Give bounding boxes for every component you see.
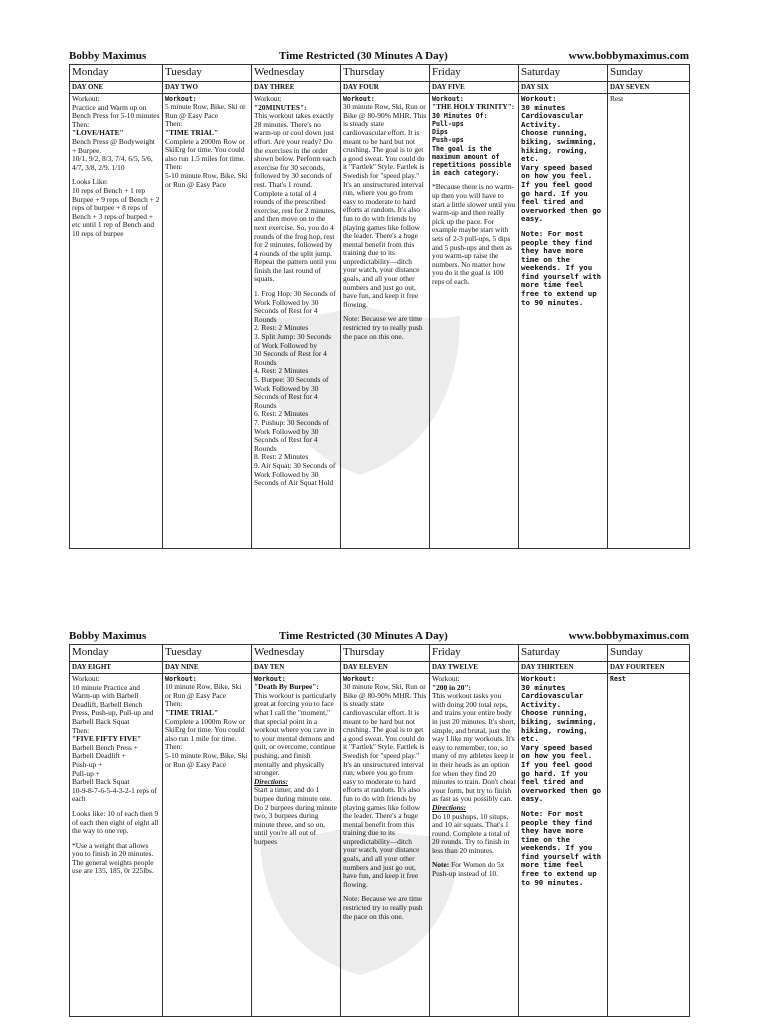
workout-label: Workout:	[254, 94, 282, 103]
workout-text: Then:	[165, 119, 183, 129]
day-number: DAY THREE	[252, 82, 341, 94]
workout-text: Then:	[72, 119, 90, 129]
workout-text: This workout takes exactly 28 minutes. There's no warm-up or cool down just effort. Are your ready? Do the exercises in the order shown below. Perform each exercise for 30 seconds, followed by 30 seconds of rest. That's 1 round. Complete a total of 4 rounds of the prescribed exercise, rest for 2 minutes, and then move on to the next exercise. So, you do 4 rounds of the frog hop, rest for 2 minutes, followed by 4 rounds of the split jump. Repeat the pattern until you finish the last round of squats.	[254, 111, 337, 284]
workout-text: 10 minute Practice and Warm-up with Barbell Deadlift, Barbell Bench Press, Push-up, Pull-up and Barbell Back Squat	[72, 682, 154, 726]
workout-note	[432, 861, 516, 878]
directions-heading: Directions:	[432, 802, 467, 812]
day-ten-workout	[252, 674, 341, 1017]
exercise-list: 1. Frog Hop: 30 Seconds of Work Followed by 30 Seconds of Rest for 4 Rounds 2. Rest: 2 Minutes 3. Split Jump: 30 Seconds of Work Followed by 30 Seconds of Rest for 4 Rounds 4. Rest: 2 Minutes 5. Burpee: 30 Seconds of Work Followed by 30 Seconds of Rest for 4 Rounds 6. Rest: 2 Minutes 7. Pushup: 30 Seconds of Work Followed by 30 Seconds of Rest for 4 Rounds 8. Rest: 2 Minutes 9. Air Squat: 30 Seconds of Work Followed by 30 Seconds of Air Squat Hold	[254, 289, 336, 488]
workout-text: This workout tasks you with doing 200 total reps, and trains your entire body in just 20 minutes. It's short, simple, and brutal, just the way I like my workouts. It's easy to remember, too, so many of my athletes keep it in their heads as an option for when they find 20 minutes to train. Don't cheat your form, but try to finish as fast as you possibly can.	[432, 691, 516, 804]
workout-text: Bench Press @ Bodyweight + Burpee.	[72, 136, 155, 155]
workout-label: Workout:	[521, 674, 557, 683]
exercise-list: Pull-ups Dips Push-ups	[432, 120, 464, 145]
workout-text: 30 Minutes Of:	[432, 111, 488, 120]
week-one-page	[69, 48, 689, 549]
day-number-row	[70, 662, 690, 674]
workout-content-row	[70, 94, 690, 549]
workout-name: "Death By Burpee":	[254, 682, 319, 692]
workout-text: 30 minute Row, Ski, Run or Bike @ 80-90% MHR. This is steady state cardiovascular effort. It is meant to be hard but not crushing. The goal is to get a good sweat. You could do it "Fartlek" Style. Fartlek is Swedish for "speed play." It's an unstructured interval run, where you go from easy to moderate to hard efforts at random. It's also fun to do with friends by playing games like follow the leader. There's a huge mental benefit from this training due to its unpredictability—ditch your watch, your distance goals, and all your other numbers and just go out, have fun, and keep it free flowing.	[343, 682, 427, 889]
weekday-header-row	[70, 65, 690, 82]
weekday-name: Tuesday	[163, 645, 252, 662]
workout-note: *Because there is no warm-up then you will have to start a little slower until you warm-up and then really pick up the pace. For example maybe start with sets of 2-3 pull-ups, 5 dips and 5 push-ups and then as you warm-up raise the numbers. No matter how you do it the goal is 100 reps of each.	[432, 182, 516, 286]
day-number: DAY SEVEN	[608, 82, 690, 94]
note-text: For Women do 5x Push-up instead of 10.	[432, 860, 505, 879]
weekday-name: Saturday	[519, 645, 608, 662]
workout-text: 10 reps of Bench + 1 rep Burpee + 9 reps of Bench + 2 reps of burpee + 8 reps of Bench + 3 reps of burped + etc until 1 rep of Bench and 10 reps of burpee	[72, 185, 160, 238]
page-title: Time Restricted (30 Minutes A Day)	[279, 630, 448, 642]
day-number: DAY EIGHT	[70, 662, 163, 674]
workout-label: Workout:	[432, 95, 464, 103]
weekday-name: Thursday	[341, 65, 430, 82]
day-number-row	[70, 82, 690, 94]
workout-name: "LOVE/HATE"	[72, 128, 124, 138]
workout-label: Workout:	[72, 674, 100, 683]
day-number: DAY SIX	[519, 82, 608, 94]
website-link[interactable]: www.bobbymaximus.com	[568, 50, 689, 62]
workout-name: "FIVE FIFTY FIVE"	[72, 734, 142, 744]
workout-name: "TIME TRIAL"	[165, 127, 219, 137]
workout-note: Note: For most people they find they have more time on the weekends. If you find yourself with more time feel free to extend up to 90 minutes.	[521, 228, 602, 307]
day-twelve-workout	[430, 674, 519, 1017]
weekday-name: Tuesday	[163, 65, 252, 82]
workout-text: Complete a 2000m Row or SkiErg for time. You could also run 1.5 miles for time.	[165, 136, 246, 163]
day-number: DAY FOUR	[341, 82, 430, 94]
workout-label: Workout:	[165, 95, 197, 103]
workout-text: This workout is particularly great at forcing you to face what I call the "moment," that special point in a workout where you cave in to your mental demons and quit, or overcome, continue pushing, and finish mentally and physically stronger.	[254, 690, 337, 778]
day-number: DAY ELEVEN	[341, 662, 430, 674]
day-number: DAY FIVE	[430, 82, 519, 94]
workout-label: Workout:	[521, 94, 557, 103]
workout-text: Then:	[72, 725, 90, 735]
workout-name: "THE HOLY TRINITY":	[432, 102, 515, 112]
workout-label: Workout:	[254, 675, 286, 683]
week-two-table	[69, 644, 690, 1017]
workout-note: *Use a weight that allows you to finish in 20 minutes. The general weights people use are 135, 185, 0r 225lbs.	[72, 840, 154, 876]
workout-label: Workout:	[165, 675, 197, 683]
workout-text: Complete a 1000m Row or SkiErg for time. You could also run 1 mile for time.	[165, 716, 246, 743]
workout-text: Start a timer, and do 1 burpee during minute one. Do 2 burpees during minute two, 3 burpees during minute three, and so on, until you're all out of burpees	[254, 785, 337, 846]
weekday-name: Saturday	[519, 65, 608, 82]
directions-heading: Directions:	[254, 776, 289, 786]
day-number: DAY ONE	[70, 82, 163, 94]
exercise-list: Barbell Bench Press + Barbell Deadlift + Push-up + Pull-up + Barbell Back Squat 10-9-8-7-6-5-4-3-2-1 reps of each	[72, 742, 157, 804]
author-name: Bobby Maximus	[69, 630, 147, 642]
day-eight-workout	[70, 674, 163, 1017]
workout-text: The goal is the maximum amount of repetitions possible in each category.	[432, 144, 512, 178]
weekday-name: Wednesday	[252, 645, 341, 662]
day-seven-workout	[608, 94, 690, 549]
workout-content-row	[70, 674, 690, 1017]
workout-label: Workout:	[432, 674, 460, 683]
workout-text: 30 minutes Cardiovascular Activity.	[521, 682, 584, 709]
rest-label: Rest	[610, 94, 624, 103]
weekday-name: Thursday	[341, 645, 430, 662]
workout-name: "20MINUTES":	[254, 102, 307, 112]
day-six-workout	[519, 94, 608, 549]
workout-name: "200 in 20":	[432, 682, 472, 692]
day-fourteen-workout	[608, 674, 690, 1017]
day-number: DAY THIRTEEN	[519, 662, 608, 674]
website-link[interactable]: www.bobbymaximus.com	[568, 630, 689, 642]
workout-text: 10 minute Row, Bike, Ski or Run @ Easy Pace	[165, 682, 242, 700]
workout-label: Workout:	[343, 95, 375, 103]
weekday-name: Sunday	[608, 65, 690, 82]
workout-text: Looks like: 10 of each then 9 of each then eight of eight all the way to one rep.	[72, 808, 159, 836]
workout-text: Then:	[165, 162, 183, 172]
workout-note: Note: For most people they find they have more time on the weekends. If you find yourself with more time feel free to extend up to 90 minutes.	[521, 808, 602, 887]
page-title: Time Restricted (30 Minutes A Day)	[279, 50, 448, 62]
workout-text: 5-10 minute Row, Bike, Ski or Run @ Easy Pace	[165, 170, 248, 189]
workout-label: Workout:	[72, 94, 100, 103]
workout-text: Practice and Warm up on Bench Press for 5-10 minutes	[72, 102, 160, 121]
author-name: Bobby Maximus	[69, 50, 147, 62]
workout-name: "TIME TRIAL"	[165, 707, 219, 717]
workout-text: Choose running, biking, swimming, hiking, rowing, etc.	[521, 708, 597, 744]
weekday-name: Sunday	[608, 645, 690, 662]
workout-label: Workout:	[343, 675, 375, 683]
weekday-name: Friday	[430, 645, 519, 662]
day-number: DAY TWO	[163, 82, 252, 94]
weekday-name: Monday	[70, 65, 163, 82]
day-three-workout	[252, 94, 341, 549]
workout-text: Choose running, biking, swimming, hiking, rowing, etc.	[521, 128, 597, 164]
workout-text: 30 minute Row, Ski, Run or Bike @ 80-90% MHR. This is steady state cardiovascular effort. It is meant to be hard but not crushing. The goal is to get a good sweat. You could do it "Fartlek" Style. Fartlek is Swedish for "speed play." It's an unstructured interval run, where you go from easy to moderate to hard efforts at random. It's also fun to do with friends by playing games like follow the leader. There's a huge mental benefit from this training due to its unpredictability—ditch your watch, your distance goals, and all your other numbers and just go out, have fun, and keep it free flowing.	[343, 102, 427, 309]
weekday-name: Friday	[430, 65, 519, 82]
day-nine-workout	[163, 674, 252, 1017]
day-number: DAY TWELVE	[430, 662, 519, 674]
day-number: DAY TEN	[252, 662, 341, 674]
workout-note: Note: Because we are time restricted try to really push the pace on this one.	[343, 314, 423, 341]
weekday-name: Monday	[70, 645, 163, 662]
workout-text: Do 10 pushups, 10 situps, and 10 air squats. That's 1 round. Complete a total of 20 rounds. Try to finish in less than 20 minutes.	[432, 811, 510, 855]
day-two-workout	[163, 94, 252, 549]
week-one-table	[69, 64, 690, 549]
workout-text: 5-10 minute Row, Bike, Ski or Run @ Easy Pace	[165, 750, 248, 769]
day-number: DAY FOURTEEN	[608, 662, 690, 674]
rep-scheme: 10/1, 9/2, 8/3, 7/4, 6/5, 5/6, 4/7, 3/8, 2/9. 1/10	[72, 154, 153, 172]
workout-text: Then:	[165, 742, 183, 752]
note-label: Note:	[432, 860, 450, 870]
day-five-workout	[430, 94, 519, 549]
workout-text: 5 minute Row, Bike, Ski or Run @ Easy Pace	[165, 102, 246, 120]
workout-text: Vary speed based on how you feel. If you feel good go hard. If you feel tired and overworked then go easy.	[521, 162, 602, 224]
week-two-page	[69, 628, 689, 1017]
workout-text: 30 minutes Cardiovascular Activity.	[521, 102, 584, 129]
workout-text: Vary speed based on how you feel. If you feel good go hard. If you feel tired and overworked then go easy.	[521, 742, 602, 804]
day-four-workout	[341, 94, 430, 549]
day-thirteen-workout	[519, 674, 608, 1017]
page-header	[69, 628, 689, 642]
day-one-workout	[70, 94, 163, 549]
rest-label: Rest	[610, 675, 626, 683]
workout-note: Note: Because we are time restricted try to really push the pace on this one.	[343, 894, 423, 921]
day-eleven-workout	[341, 674, 430, 1017]
page-header	[69, 48, 689, 62]
workout-text: Looks Like:	[72, 177, 108, 187]
weekday-name: Wednesday	[252, 65, 341, 82]
weekday-header-row	[70, 645, 690, 662]
day-number: DAY NINE	[163, 662, 252, 674]
workout-text: Then:	[165, 699, 183, 709]
